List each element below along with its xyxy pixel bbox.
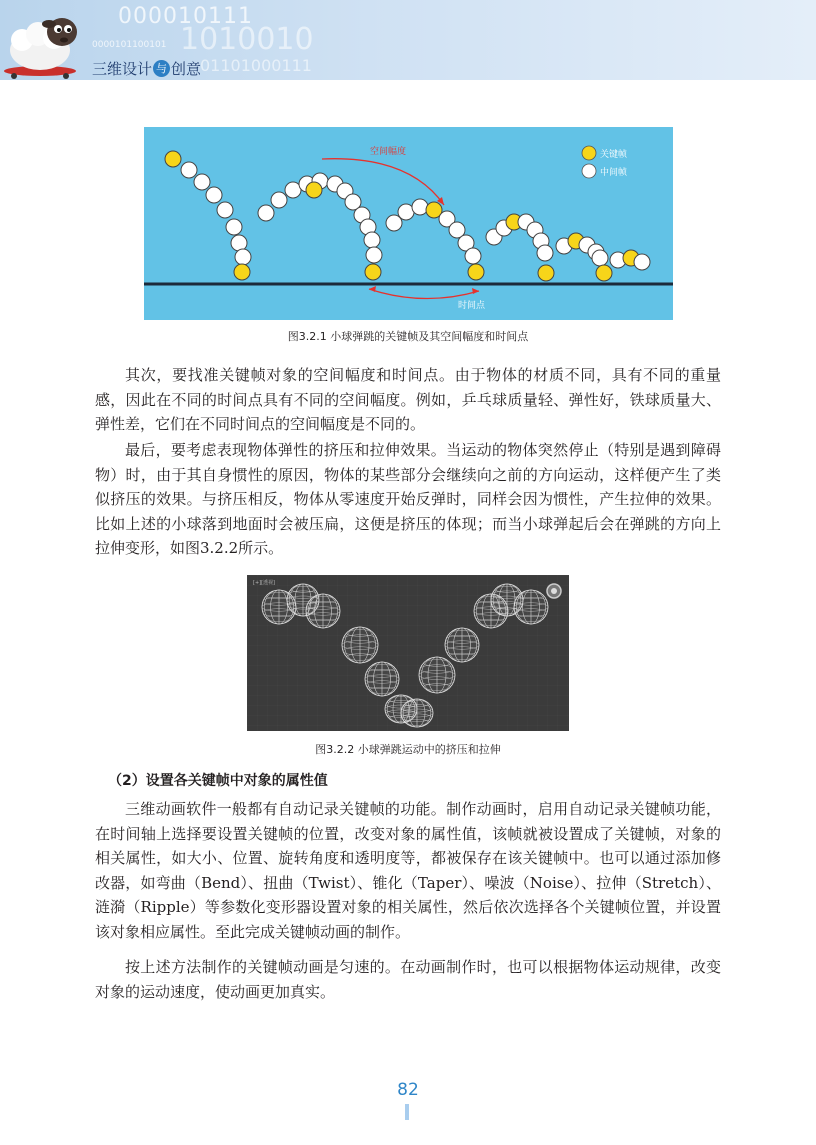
section-heading: （2）设置各关键帧中对象的属性值 bbox=[108, 773, 328, 789]
figure-ball-bounce-keyframes bbox=[144, 127, 673, 320]
legend-inbetween-swatch bbox=[582, 164, 596, 178]
figure-squash-stretch-wireframe bbox=[247, 575, 569, 731]
inbetween-ball bbox=[592, 250, 608, 266]
keyframe-ball bbox=[306, 182, 322, 198]
paragraph-uniform-speed: 按上述方法制作的关键帧动画是匀速的。在动画制作时，也可以根据物体运动规律，改变对象的运动速度，使动画更加真实。 bbox=[95, 958, 721, 1001]
wireframe-sphere bbox=[445, 628, 479, 662]
paragraph-space-time: 其次，要找准关键帧对象的空间幅度和时间点。由于物体的材质不同，具有不同的重量感，因此在不同的时间点具有不同的空间幅度。例如，乒乓球质量轻、弹性好，铁球质量大、弹性差，它们在不同时间点的空间幅度是不同的。 bbox=[95, 366, 721, 433]
book-title-part1: 三维设计 bbox=[92, 60, 153, 78]
sheep-mascot-icon bbox=[0, 0, 92, 80]
wireframe-sphere bbox=[419, 657, 455, 693]
keyframe-ball bbox=[468, 264, 484, 280]
inbetween-ball bbox=[206, 187, 222, 203]
paragraph-keyframe-attributes: 三维动画软件一般都有自动记录关键帧的功能。制作动画时，启用自动记录关键帧功能，在时间轴上选择要设置关键帧的位置，改变对象的属性值，该帧就被设置成了关键帧，对象的相关属性，如大小、位置、旋转角度和透明度等，都被保存在该关键帧中。也可以通过添加修改器，如弯曲（Bend）、扭曲（Twist）、锥化（Taper）、噪波（Noise）、拉伸（Stretch）、涟漪（Ripple）等参数化变形器设置对象的相关属性，然后依次选择各个关键帧位置，并设置该对象相应属性。至此完成关键帧动画的制作。 bbox=[95, 800, 721, 941]
wireframe-sphere bbox=[342, 627, 378, 663]
page-number-bar bbox=[405, 1104, 409, 1120]
book-title bbox=[92, 58, 201, 79]
inbetween-ball bbox=[258, 205, 274, 221]
page-number: 82 bbox=[397, 1080, 419, 1100]
page-header bbox=[0, 0, 816, 80]
inbetween-ball bbox=[271, 192, 287, 208]
header-binary-decoration: 000010111 bbox=[118, 4, 253, 29]
legend-keyframe-label: 关键帧 bbox=[600, 150, 628, 160]
inbetween-ball bbox=[366, 247, 382, 263]
inbetween-ball bbox=[235, 249, 251, 265]
inbetween-ball bbox=[465, 248, 481, 264]
figure2-caption: 图3.2.2 小球弹跳运动中的挤压和拉伸 bbox=[315, 743, 501, 756]
wireframe-sphere bbox=[365, 662, 399, 696]
paragraph-squash-stretch: 最后，要考虑表现物体弹性的挤压和拉伸效果。当运动的物体突然停止（特别是遇到障碍物）时，由于其自身惯性的原因，物体的某些部分会继续向之前的方向运动，这样便产生了类似挤压的效果。与挤压相反，物体从零速度开始反弹时，同样会因为惯性，产生拉伸的效果。比如上述的小球落到地面时会被压扁，这便是挤压的体现；而当小球弹起后会在弹跳的方向上拉伸变形，如图3.2.2所示。 bbox=[95, 441, 721, 557]
book-title-part2: 创意 bbox=[171, 60, 202, 78]
keyframe-ball bbox=[234, 264, 250, 280]
keyframe-ball bbox=[365, 264, 381, 280]
keyframe-ball bbox=[538, 265, 554, 281]
label-time-point: 时间点 bbox=[458, 301, 486, 311]
inbetween-ball bbox=[364, 232, 380, 248]
inbetween-ball bbox=[181, 162, 197, 178]
keyframe-ball bbox=[165, 151, 181, 167]
inbetween-ball bbox=[226, 219, 242, 235]
header-binary-decoration: 1010010 bbox=[180, 22, 314, 57]
keyframe-ball bbox=[596, 265, 612, 281]
wireframe-sphere bbox=[306, 594, 340, 628]
viewport-label: [+][透视] bbox=[253, 580, 275, 586]
inbetween-ball bbox=[231, 235, 247, 251]
header-binary-decoration: 0000101100101 bbox=[92, 40, 167, 50]
legend-inbetween-label: 中间帧 bbox=[600, 168, 628, 178]
inbetween-ball bbox=[217, 202, 233, 218]
header-binary-decoration: 01101000111 bbox=[200, 56, 312, 75]
label-space-amplitude: 空间幅度 bbox=[370, 147, 407, 157]
legend-keyframe-swatch bbox=[582, 146, 596, 160]
figure1-caption: 图3.2.1 小球弹跳的关键帧及其空间幅度和时间点 bbox=[287, 330, 529, 343]
inbetween-ball bbox=[537, 245, 553, 261]
inbetween-ball bbox=[412, 199, 428, 215]
inbetween-ball bbox=[194, 174, 210, 190]
inbetween-ball bbox=[634, 254, 650, 270]
wireframe-sphere bbox=[514, 590, 548, 624]
book-title-connector: 与 bbox=[153, 60, 170, 77]
wireframe-sphere bbox=[401, 699, 433, 727]
